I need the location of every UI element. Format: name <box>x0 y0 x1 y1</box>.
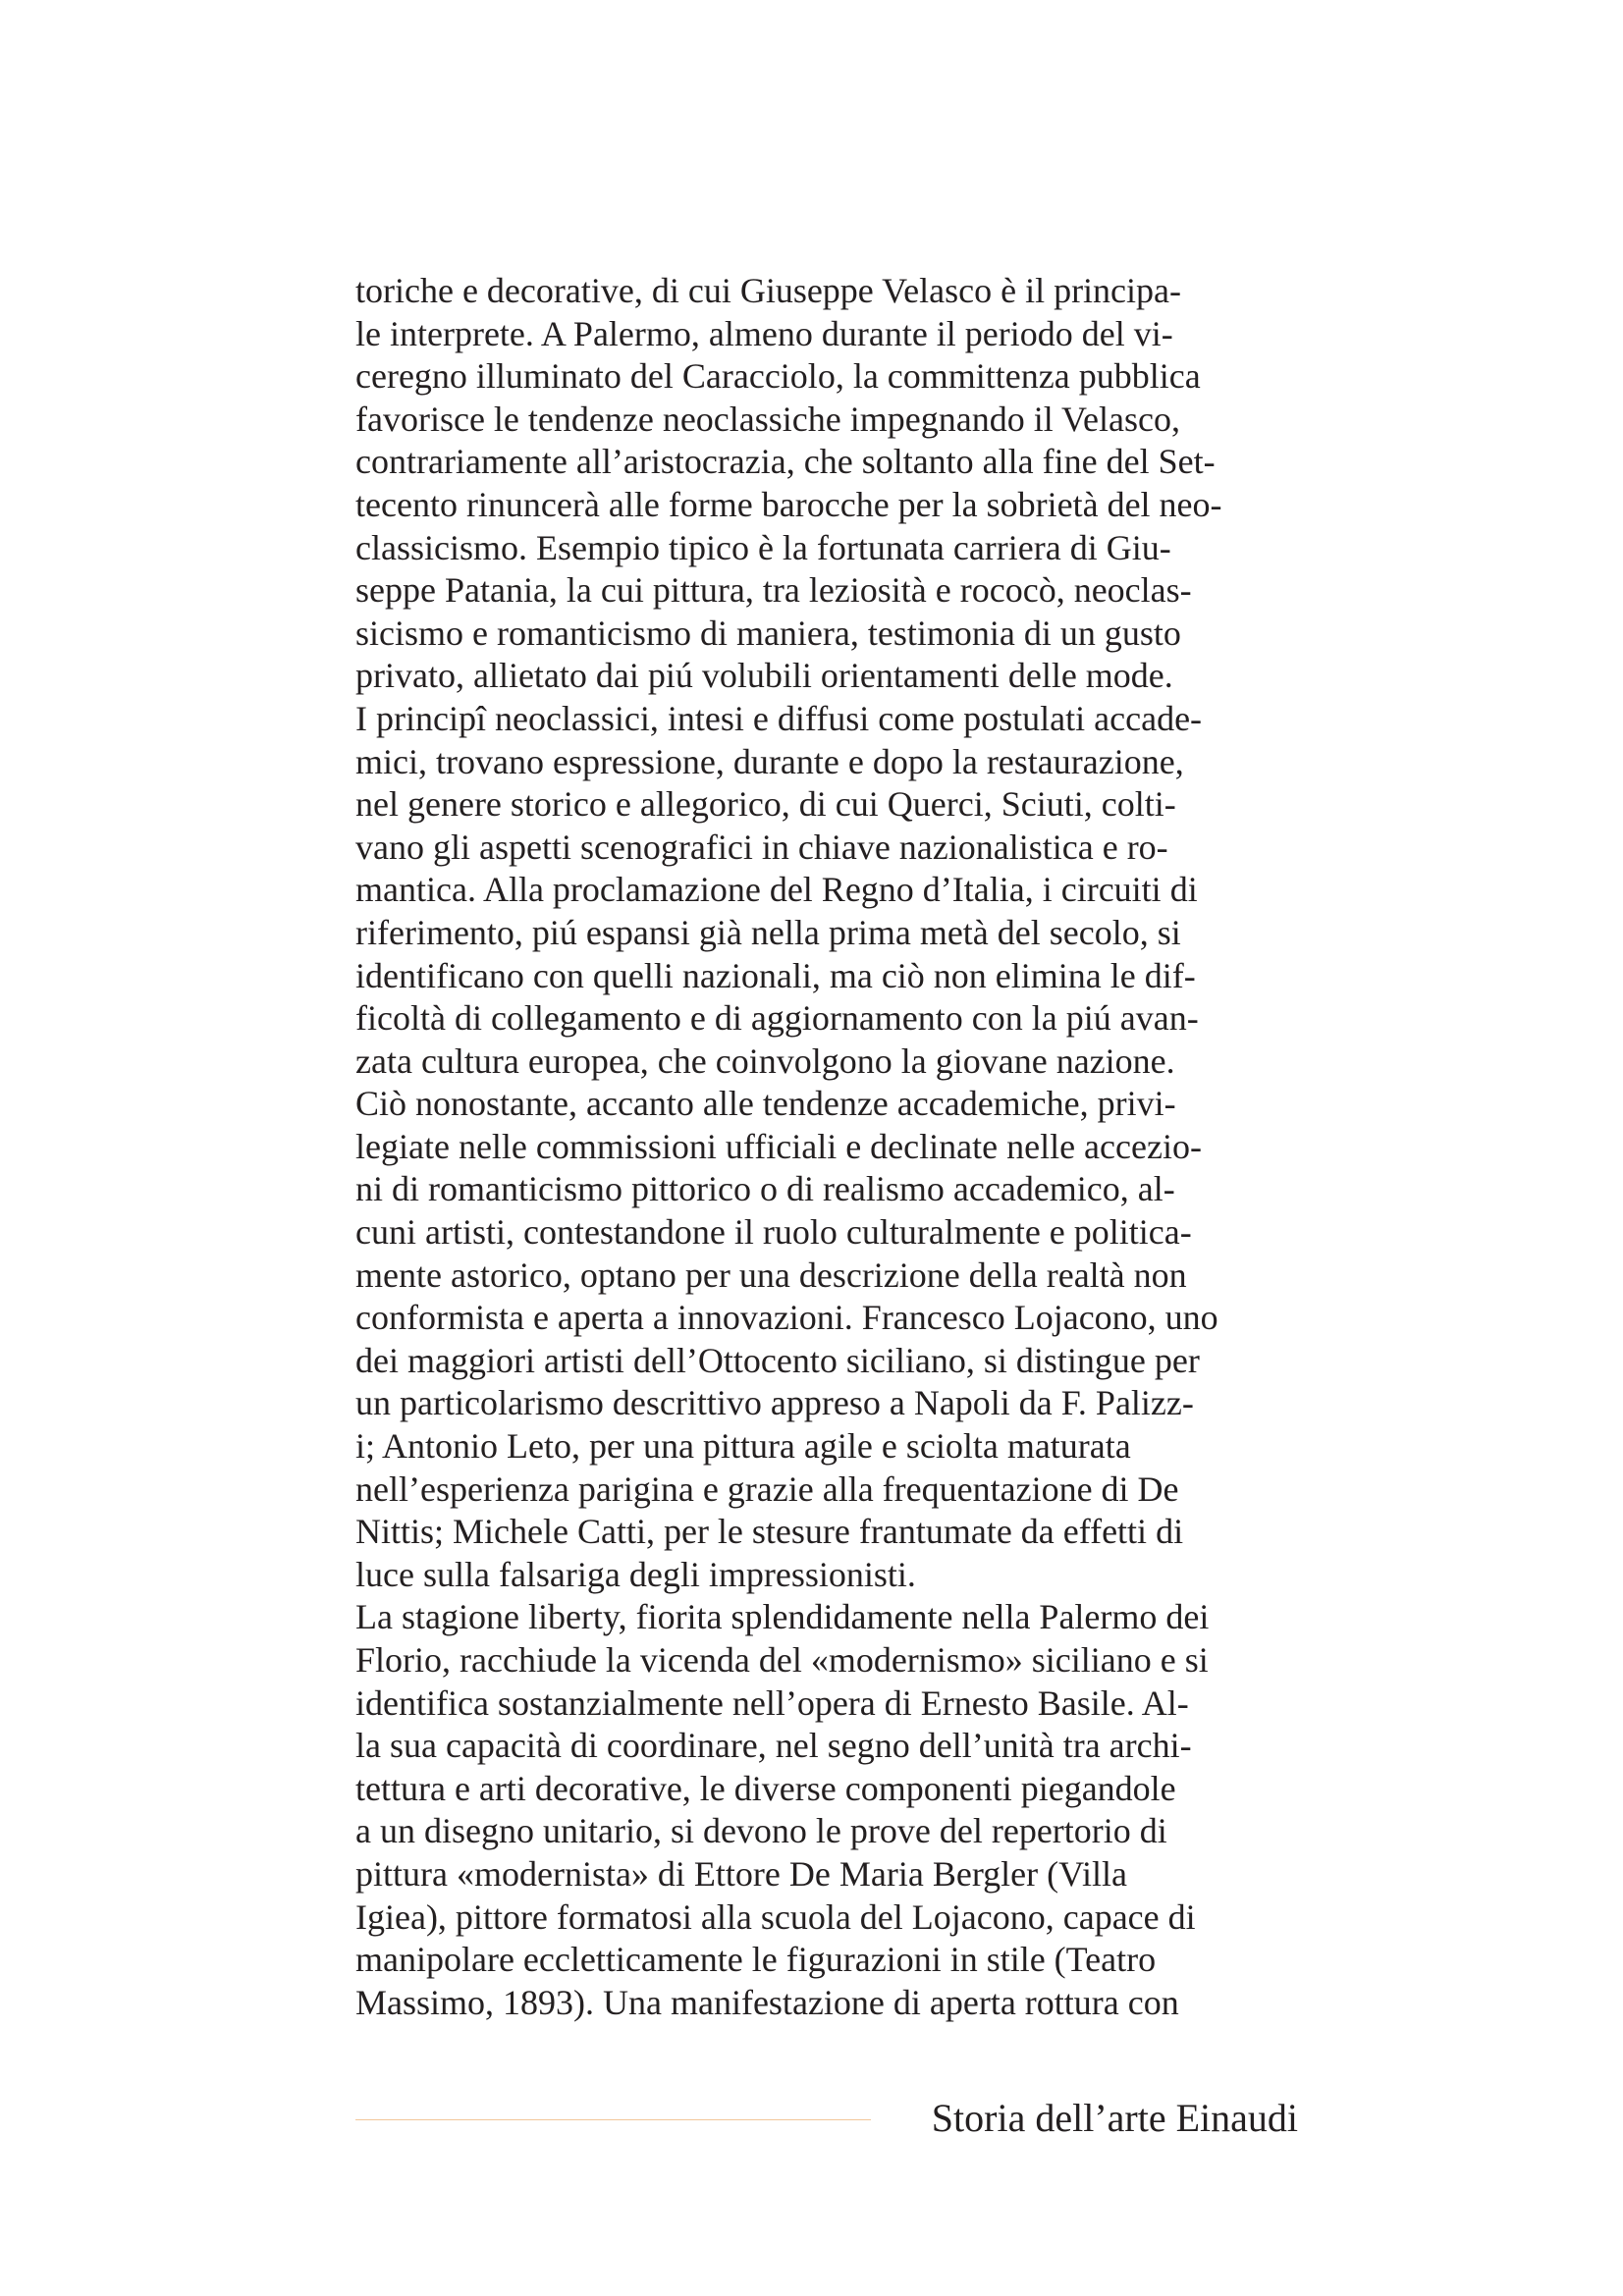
text-line: classicismo. Esempio tipico è la fortunata carriera di Giu- <box>355 527 1171 567</box>
text-line: ceregno illuminato del Caracciolo, la committenza pubblica <box>355 356 1201 397</box>
text-line: tecento rinuncerà alle forme barocche per la sobrietà del neo- <box>355 484 1222 524</box>
text-line: zata cultura europea, che coinvolgono la giovane nazione. <box>355 1041 1175 1081</box>
text-line: mantica. Alla proclamazione del Regno d’Italia, i circuiti di <box>355 870 1198 910</box>
text-line: sicismo e romanticismo di maniera, testimonia di un gusto <box>355 613 1181 653</box>
footer-title: Storia dell’arte Einaudi <box>931 2096 1298 2140</box>
text-line: conformista e aperta a innovazioni. Francesco Lojacono, uno <box>355 1298 1218 1338</box>
text-line: Nittis; Michele Catti, per le stesure frantumate da effetti di <box>355 1512 1184 1552</box>
text-line: mente astorico, optano per una descrizione della realtà non <box>355 1255 1187 1295</box>
text-line: ficoltà di collegamento e di aggiornamento con la piú avan- <box>355 998 1199 1039</box>
text-line: legiate nelle commissioni ufficiali e declinate nelle accezio- <box>355 1126 1202 1166</box>
text-line: toriche e decorative, di cui Giuseppe Velasco è il principa- <box>355 271 1182 310</box>
text-line: vano gli aspetti scenografici in chiave nazionalistica e ro- <box>355 827 1168 867</box>
footer-rule <box>355 2119 871 2120</box>
text-line: un particolarismo descrittivo appreso a Napoli da F. Palizz- <box>355 1383 1194 1423</box>
text-line: Florio, racchiude la vicenda del «modernismo» siciliano e si <box>355 1640 1209 1680</box>
text-line: luce sulla falsariga degli impressionisti. <box>355 1554 916 1594</box>
text-line: contrariamente all’aristocrazia, che soltanto alla fine del Set- <box>355 442 1216 482</box>
text-line: tettura e arti decorative, le diverse componenti piegandole <box>355 1768 1176 1808</box>
text-line: pittura «modernista» di Ettore De Maria Bergler (Villa <box>355 1853 1127 1894</box>
text-line: nell’esperienza parigina e grazie alla frequentazione di De <box>355 1468 1179 1509</box>
text-line: identificano con quelli nazionali, ma ciò non elimina le dif- <box>355 955 1196 995</box>
text-line: riferimento, piú espansi già nella prima metà del secolo, si <box>355 912 1181 952</box>
text-line: Igiea), pittore formatosi alla scuola del Lojacono, capace di <box>355 1896 1196 1937</box>
text-line: nel genere storico e allegorico, di cui Querci, Sciuti, colti- <box>355 784 1176 825</box>
text-line: a un disegno unitario, si devono le prove del repertorio di <box>355 1811 1167 1851</box>
text-line: ni di romanticismo pittorico o di realismo accademico, al- <box>355 1169 1175 1209</box>
text-line: identifica sostanzialmente nell’opera di Ernesto Basile. Al- <box>355 1682 1189 1723</box>
text-line: cuni artisti, contestandone il ruolo culturalmente e politica- <box>355 1212 1192 1253</box>
text-line: seppe Patania, la cui pittura, tra leziosità e rococò, neoclas- <box>355 570 1192 611</box>
text-line: manipolare eccletticamente le figurazioni in stile (Teatro <box>355 1940 1157 1980</box>
text-line: Ciò nonostante, accanto alle tendenze accademiche, privi- <box>355 1084 1176 1124</box>
text-line: privato, allietato dai piú volubili orientamenti delle mode. <box>355 656 1173 696</box>
text-line: favorisce le tendenze neoclassiche impegnando il Velasco, <box>355 399 1181 439</box>
text-line: La stagione liberty, fiorita splendidamente nella Palermo dei <box>355 1597 1210 1637</box>
text-line: Massimo, 1893). Una manifestazione di aperta rottura con <box>355 1982 1179 2022</box>
text-line: le interprete. A Palermo, almeno durante il periodo del vi- <box>355 313 1173 353</box>
text-line: i; Antonio Leto, per una pittura agile e sciolta maturata <box>355 1426 1131 1467</box>
text-line: la sua capacità di coordinare, nel segno dell’unità tra archi- <box>355 1726 1192 1766</box>
text-line: I principî neoclassici, intesi e diffusi come postulati accade- <box>355 698 1203 738</box>
text-line: dei maggiori artisti dell’Ottocento siciliano, si distingue per <box>355 1340 1200 1380</box>
text-line: mici, trovano espressione, durante e dopo la restaurazione, <box>355 741 1184 781</box>
footer <box>355 2089 1298 2148</box>
body-text <box>355 270 1298 2024</box>
